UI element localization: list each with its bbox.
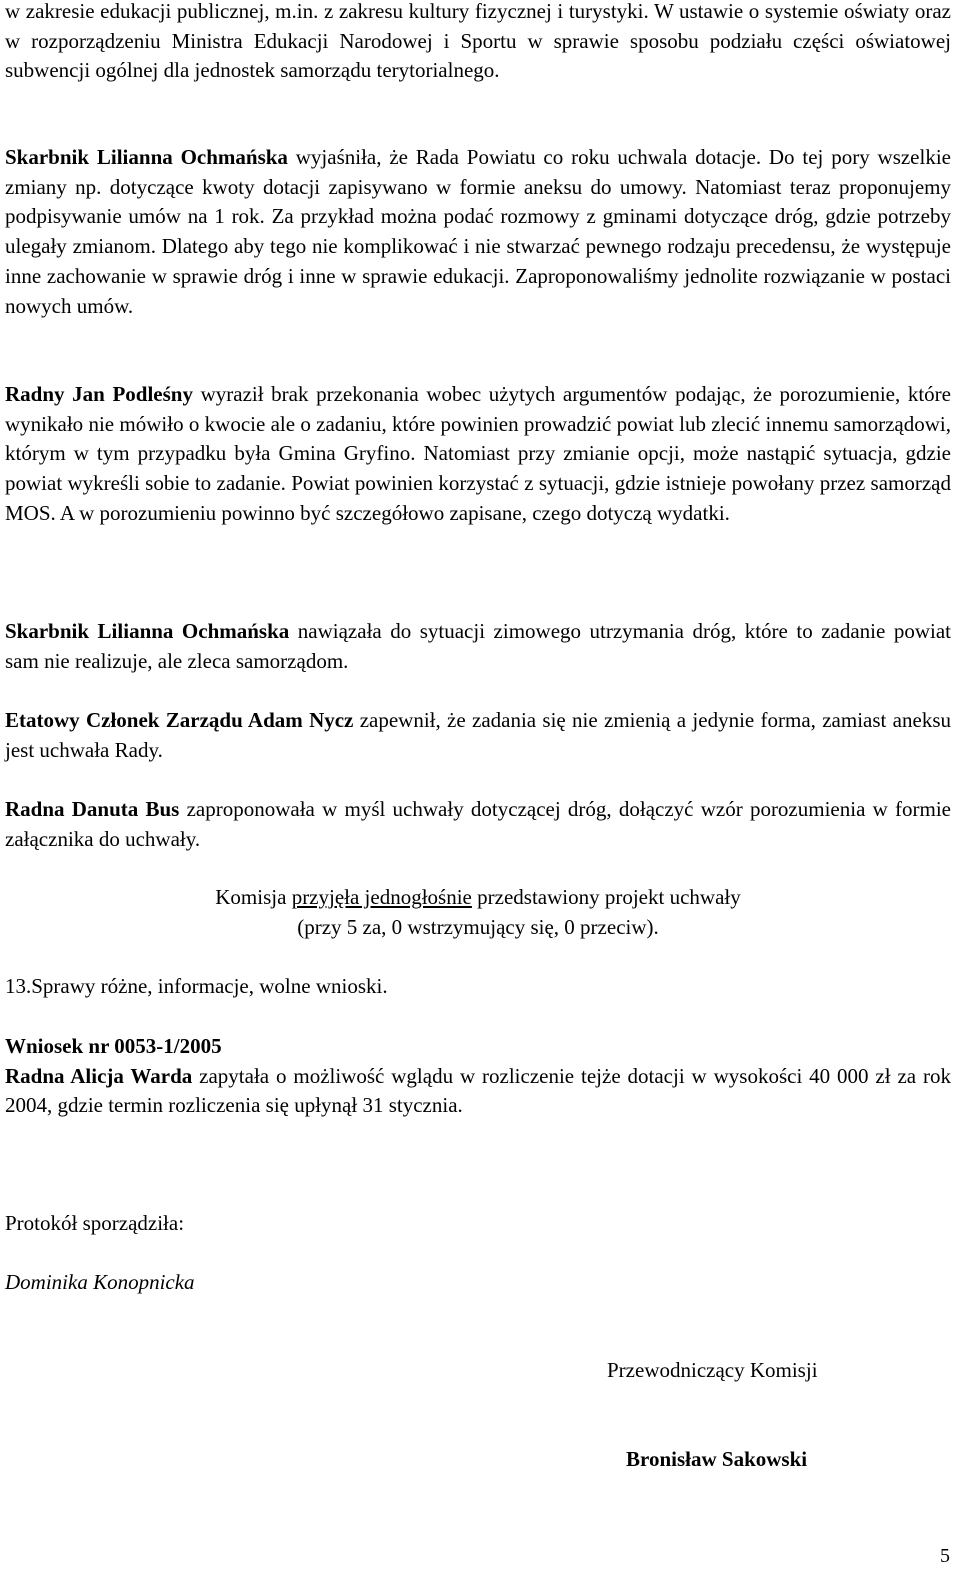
motion-number: Wniosek nr 0053-1/2005 (5, 1034, 222, 1058)
statement-text: wyraził brak przekonania wobec użytych argumentów podając, że porozumienie, które wynikało nie mówiło o kwocie ale o zadaniu, które powinien prowadzić powiat lub zlecić innemu samorządowi, którym w tym przypadku była Gmina Gryfino. Natomiast przy zmianie opcji, może nastąpić sytuacja, gdzie powiat wykreśli sobie to zadanie. Powiat powinien korzystać z sytuacji, gdzie istnieje powołany przez samorząd MOS. A w porozumieniu powinno być szczegółowo zapisane, czego dotyczą wydatki. (5, 382, 951, 525)
resolution-suffix: przedstawiony projekt uchwały (471, 885, 741, 909)
paragraph-treasurer-explanation (5, 143, 951, 321)
motion-text (5, 1062, 951, 1121)
speaker-name: Skarbnik Lilianna Ochmańska (5, 145, 288, 169)
resolution-votes: (przy 5 za, 0 wstrzymujący się, 0 przeciw). (297, 914, 659, 939)
statement-text: zaproponowała w myśl uchwały dotyczącej dróg, dołączyć wzór porozumienia w formie załącznika do uchwały. (5, 797, 951, 851)
paragraph-treasurer-winter (5, 617, 951, 676)
page-number: 5 (940, 1545, 950, 1567)
statement-text: zapytała o możliwość wglądu w rozliczenie tejże dotacji w wysokości 40 000 zł za rok 2004, gdzie termin rozliczenia się upłynął 31 stycznia. (5, 1063, 952, 1118)
chair-name: Bronisław Sakowski (626, 1447, 808, 1471)
statement-text: nawiązała do sytuacji zimowego utrzymania dróg, które to zadanie powiat sam nie realizuje, ale zleca samorządom. (5, 619, 951, 673)
speaker-name: Skarbnik Lilianna Ochmańska (5, 619, 290, 643)
resolution-underlined: przyjęła jednogłośnie (291, 885, 472, 909)
section-13-heading: 13.Sprawy różne, informacje, wolne wnioski. (5, 974, 388, 998)
resolution-line (5, 883, 951, 913)
motion-block (5, 1032, 951, 1121)
statement-text: wyjaśniła, że Rada Powiatu co roku uchwala dotacje. Do tej pory wszelkie zmiany np. dotyczące kwoty dotacji zapisywano w formie aneksu do umowy. Natomiast teraz proponujemy podpisywanie umów na 1 rok. Za przykład można podać rozmowy z gminami dotyczące dróg, gdzie potrzeby ulegały zmianom. Dlatego aby tego nie komplikować i nie stwarzać pewnego rodzaju precedensu, że występuje inne zachowanie w sprawie dróg i inne w sprawie edukacji. Zaproponowaliśmy jednolite rozwiązanie w postaci nowych umów. (5, 145, 951, 318)
statement-text: zapewnił, że zadania się nie zmienią a jedynie forma, zamiast aneksu jest uchwała Rady. (5, 708, 952, 762)
resolution-block (5, 883, 951, 942)
speaker-name: Radny Jan Podleśny (5, 382, 193, 406)
speaker-name: Radna Danuta Bus (5, 797, 180, 821)
speaker-name: Etatowy Członek Zarządu Adam Nycz (5, 708, 354, 732)
protocol-author: Dominika Konopnicka (5, 1270, 195, 1294)
protocol-label: Protokół sporządziła: (5, 1211, 185, 1235)
paragraph-education: w zakresie edukacji publicznej, m.in. z zakresu kultury fizycznej i turystyki. W ustawie o systemie oświaty oraz w rozporządzeniu Ministra Edukacji Narodowej i Sportu w sprawie sposobu podziału części oświatowej subwencji ogólnej dla jednostek samorządu terytorialnego. (5, 0, 951, 83)
paragraph-board-member (5, 706, 951, 765)
paragraph-councillor-bus (5, 795, 951, 854)
chair-label: Przewodniczący Komisji (607, 1358, 818, 1382)
paragraph-councillor-podlesny (5, 380, 951, 529)
speaker-name: Radna Alicja Warda (5, 1063, 193, 1088)
resolution-prefix: Komisja (215, 885, 292, 909)
